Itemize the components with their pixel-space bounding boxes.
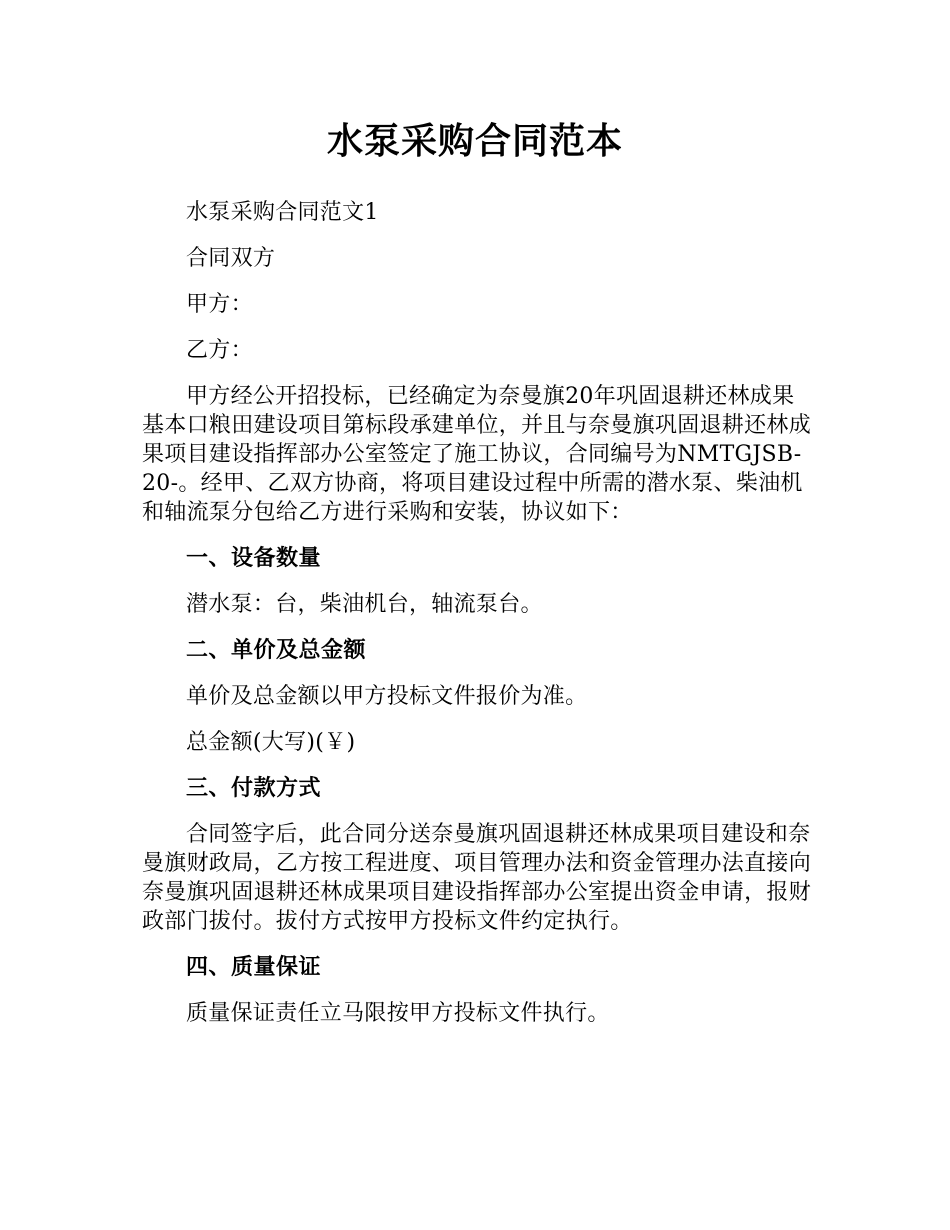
total-amount-text: 总金额(大写)(￥)	[186, 730, 356, 755]
party-a-label: 甲方：	[186, 292, 253, 317]
parties-label: 合同双方	[186, 246, 276, 271]
party-b-label: 乙方：	[186, 338, 253, 363]
section-heading-quality: 四、质量保证	[186, 955, 322, 980]
section-heading-equipment-quantity: 一、设备数量	[186, 546, 322, 571]
document-body	[142, 198, 812, 1045]
equipment-quantity-text: 潜水泵：台，柴油机台，轴流泵台。	[186, 592, 543, 617]
section-heading-payment: 三、付款方式	[186, 776, 322, 801]
document-title: 水泵采购合同范本	[326, 121, 623, 162]
contract-sample-heading: 水泵采购合同范文1	[186, 200, 379, 225]
quality-text: 质量保证责任立马限按甲方投标文件执行。	[186, 1001, 610, 1026]
price-text: 单价及总金额以甲方投标文件报价为准。	[186, 684, 588, 709]
section-heading-price: 二、单价及总金额	[186, 638, 367, 663]
intro-paragraph: 甲方经公开招投标，已经确定为奈曼旗20年巩固退耕还林成果基本口粮田建设项目第标段承建单位，并且与奈曼旗巩固退耕还林成果项目建设指挥部办公室签定了施工协议，合同编号为NMTGJSB-20-。经甲、乙双方协商，将项目建设过程中所需的潜水泵、柴油机和轴流泵分包给乙方进行采购和安装，协议如下：	[142, 384, 812, 525]
payment-paragraph: 合同签字后，此合同分送奈曼旗巩固退耕还林成果项目建设和奈曼旗财政局，乙方按工程进度、项目管理办法和资金管理办法直接向奈曼旗巩固退耕还林成果项目建设指挥部办公室提出资金申请，报财政部门拔付。拔付方式按甲方投标文件约定执行。	[142, 822, 812, 934]
